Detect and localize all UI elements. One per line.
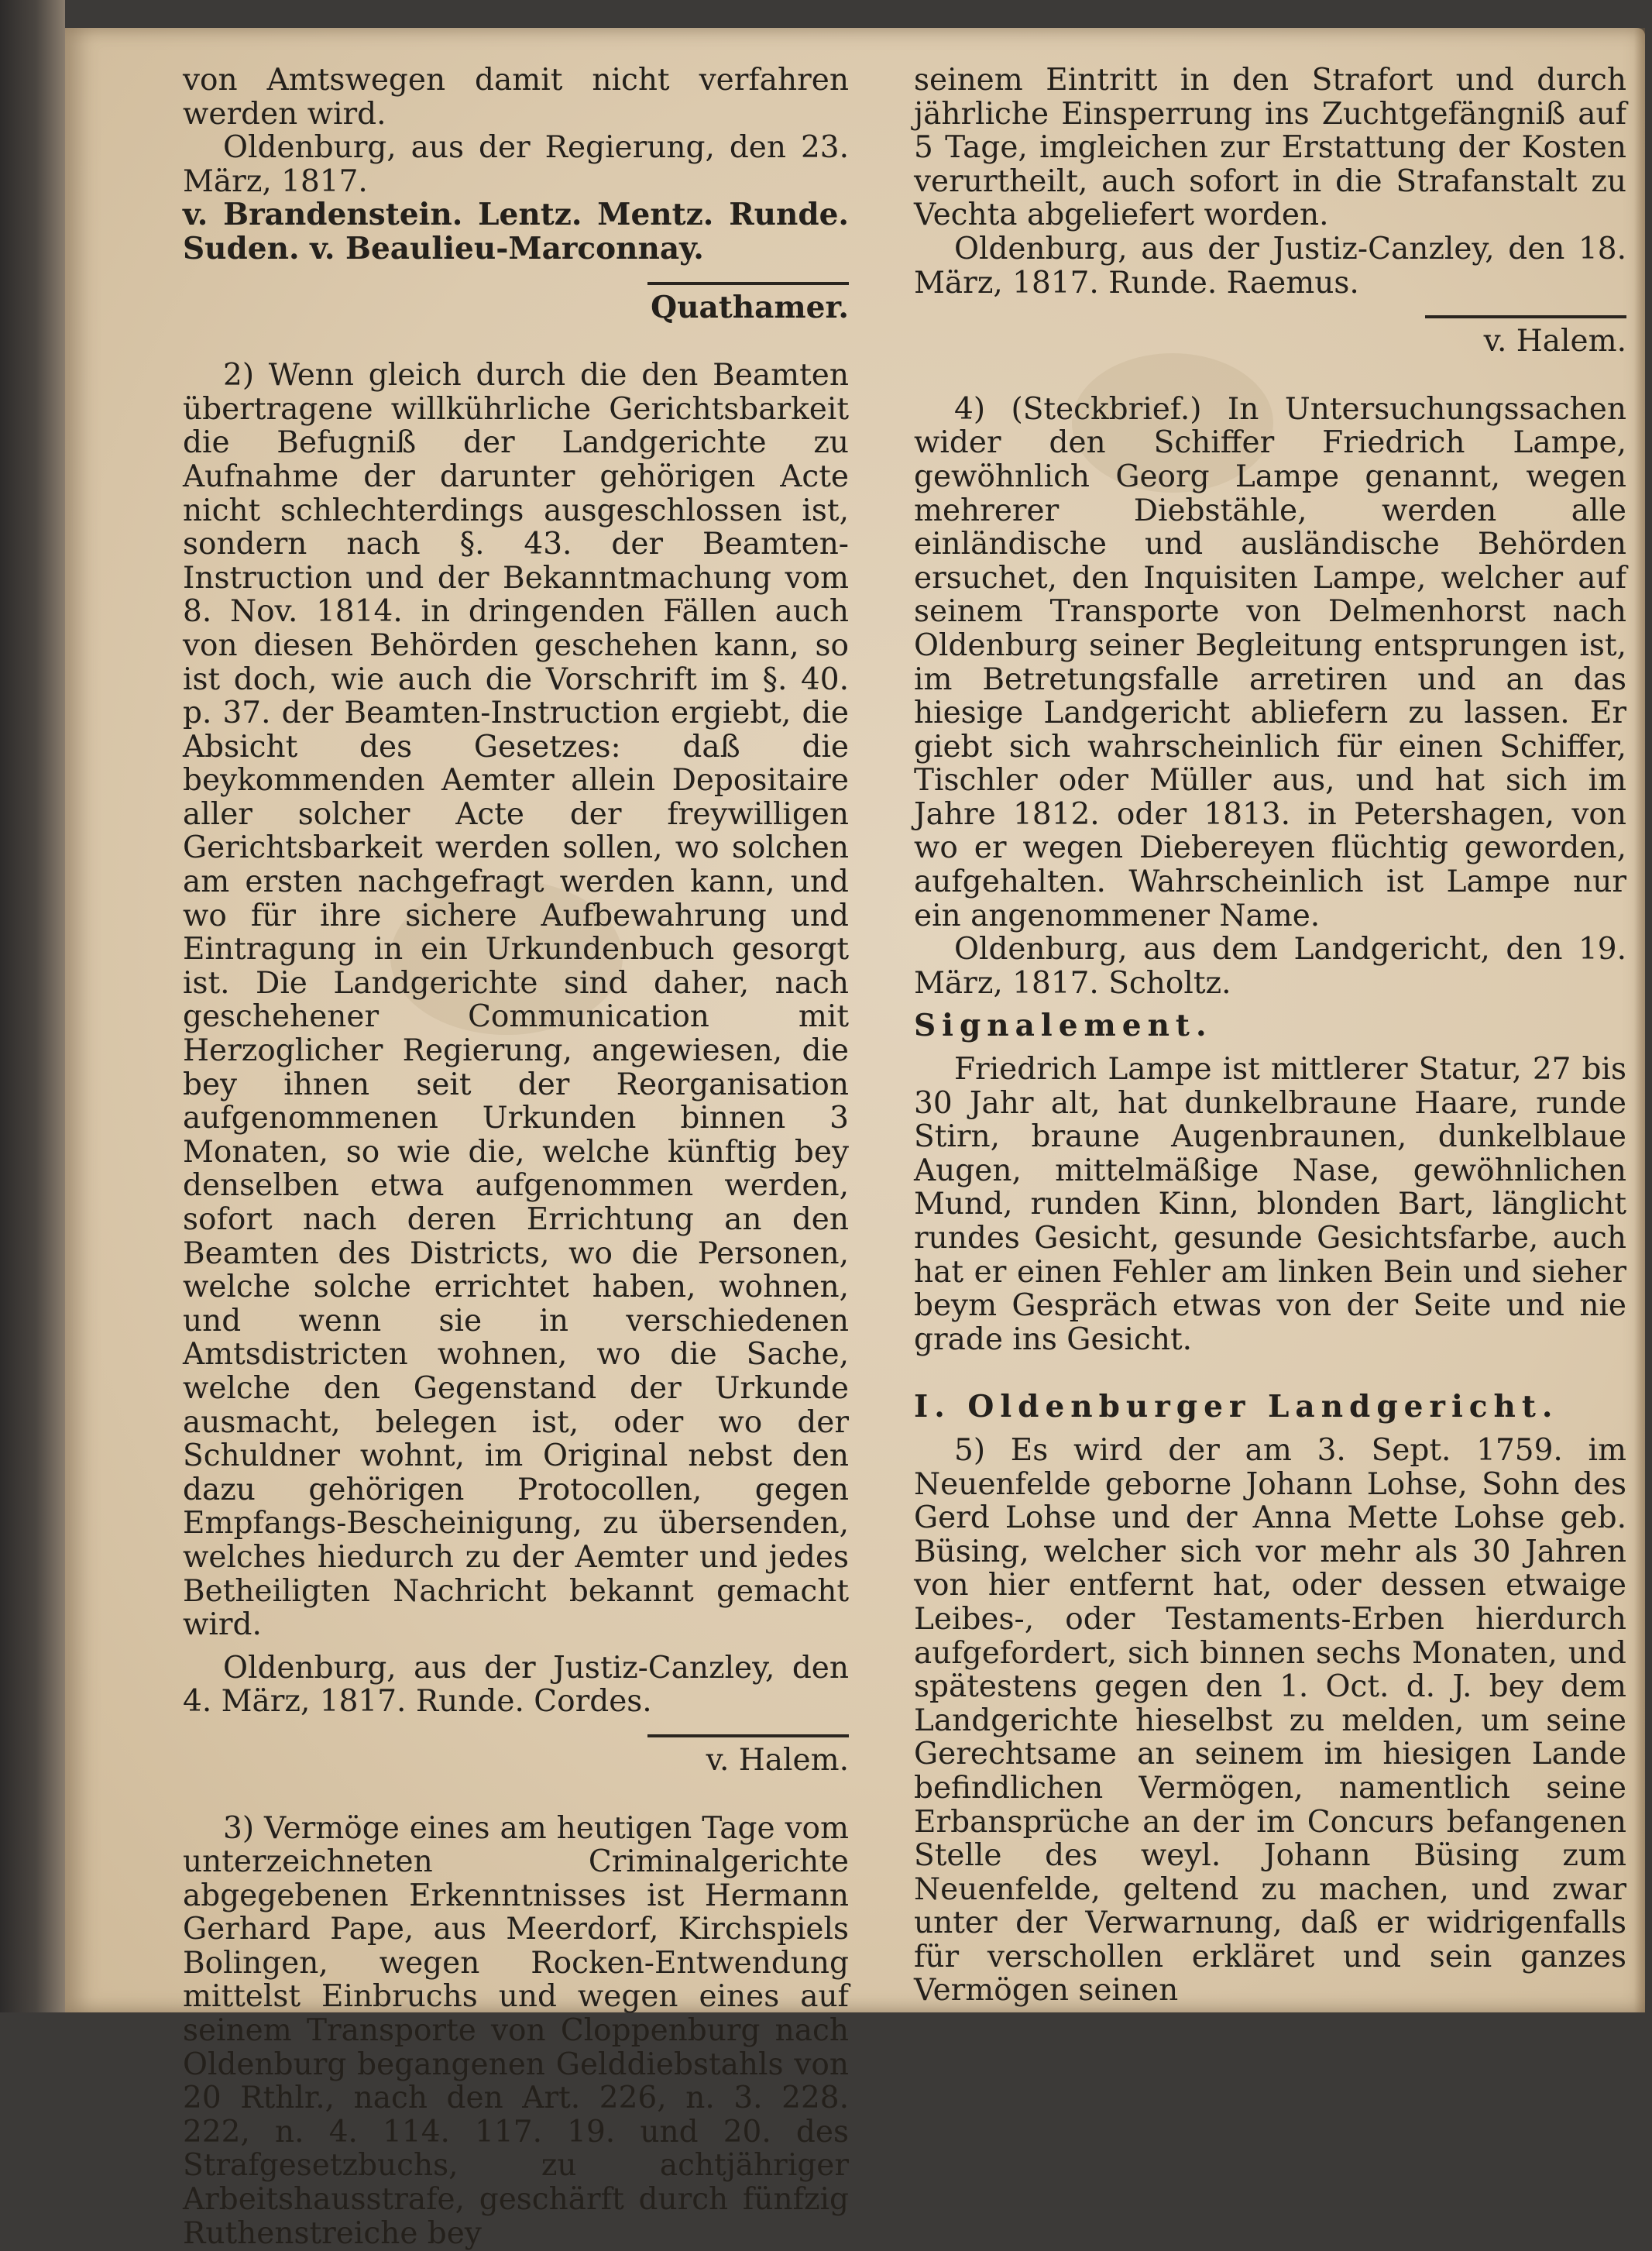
signalement-heading: Signalement.: [914, 1008, 1213, 1044]
para4-place-date: Oldenburg, aus dem Landgericht, den 19. März, 1817. Scholtz.: [914, 932, 1626, 1001]
para1-signer: Quathamer.: [651, 289, 849, 325]
book-spine: [0, 0, 65, 2012]
left-column: [183, 64, 849, 2250]
para5-text: 5) Es wird der am 3. Sept. 1759. im Neuenfelde geborne Johann Lohse, Sohn des Gerd Lohse und der Anna Mette Lohse geb. Büsing, welcher sich vor mehr als 30 Jahren von hier entfernt hat, oder dessen etwaige Leibes-, oder Testaments-Erben hierdurch aufgefordert, sich binnen sechs Monaten, und spätestens gegen den 1. Oct. d. J. bey dem Landgerichte hieselbst zu melden, um seine Gerechtsame an seinem im hiesigen Lande befindlichen Vermögen, namentlich seine Erbansprüche an der im Concurs befangenen Stelle des weyl. Johann Büsing zum Neuenfelde, geltend zu machen, und zwar unter der Verwarnung, daß er widrigenfalls für verschollen erkläret und sein ganzes Vermögen seinen: [914, 1432, 1626, 2009]
para2-text: 2) Wenn gleich durch die den Beamten übertragene willkührliche Gerichtsbarkeit die Befugniß der Landgerichte zu Aufnahme der darunter gehörigen Acte nicht schlechterdings ausgeschlossen ist, sondern nach §. 43. der Beamten-Instruction und der Bekanntmachung vom 8. Nov. 1814. in dringenden Fällen auch von diesen Behörden geschehen kann, so ist doch, wie auch die Vorschrift im §. 40. p. 37. der Beamten-Instruction ergiebt, die Absicht des Gesetzes: daß die beykommenden Aemter allein Depositaire aller solcher Acte der freywilligen Gerichtsbarkeit werden sollen, wo solchen am ersten nachgefragt werden kann, und wo für ihre sichere Aufbewahrung und Eintragung in ein Urkundenbuch gesorgt ist. Die Landgerichte sind daher, nach geschehener Communication mit Herzoglicher Regierung, angewiesen, die bey ihnen seit der Reorganisation aufgenommenen Urkunden binnen 3 Monaten, so wie die, welche künftig bey denselben etwa aufgenommen werden, sofort nach deren Errichtung an den Beamten des Districts, wo die Personen, welche solche errichtet haben, wohnen, und wenn sie in verschiedenen Amtsdistricten wohnen, wo die Sache, welche den Gegenstand der Urkunde ausmacht, belegen ist, oder wo der Schuldner wohnt, im Original nebst den dazu gehörigen Protocollen, gegen Empfangs-Bescheinigung, zu übersenden, welches hiedurch zu der Aemter und jedes Betheiligten Nachricht bekannt gemacht wird.: [183, 358, 849, 1643]
right-column: [914, 64, 1626, 2008]
para1-signatures: v. Brandenstein. Lentz. Mentz. Runde. Suden. v. Beaulieu-Marconnay.: [183, 197, 849, 266]
para1-place-date: Oldenburg, aus der Regierung, den 23. März, 1817.: [183, 130, 849, 199]
para4-text: 4) (Steckbrief.) In Untersuchungssachen wider den Schiffer Friedrich Lampe, gewöhnlich Georg Lampe genannt, wegen mehrerer Diebstähle, werden alle einländische und ausländische Behörden ersuchet, den Inquisiten Lampe, welcher auf seinem Transporte von Delmenhorst nach Oldenburg seiner Begleitung entsprungen ist, im Betretungsfalle arretiren und an das hiesige Landgericht abliefern zu lassen. Er giebt sich wahrscheinlich für einen Schiffer, Tischler oder Müller aus, und hat sich im Jahre 1812. oder 1813. in Petershagen, von wo er wegen Diebereyen flüchtig geworden, aufgehalten. Wahrscheinlich ist Lampe nur ein angenommener Name.: [914, 391, 1626, 933]
signalement-text: Friedrich Lampe ist mittlerer Statur, 27 bis 30 Jahr alt, hat dunkelbraune Haare, runde Stirn, braune Augenbraunen, dunkelblaue Augen, mittelmäßige Nase, gewöhnlichen Mund, runden Kinn, blonden Bart, länglicht rundes Gesicht, gesunde Gesichtsfarbe, auch hat er einen Fehler am linken Bein und sieher beym Gespräch etwas von der Seite und nie grade ins Gesicht.: [914, 1052, 1626, 1357]
para3-continuation: seinem Eintritt in den Strafort und durch jährliche Einsperrung ins Zuchtgefängniß auf 5 Tage, imgleichen zur Erstattung der Kosten verurtheilt, auch sofort in die Strafanstalt zu Vechta abgeliefert worden.: [914, 63, 1626, 233]
para2-place-date: Oldenburg, aus der Justiz-Canzley, den 4. März, 1817. Runde. Cordes.: [183, 1650, 849, 1720]
para3-place-date: Oldenburg, aus der Justiz-Canzley, den 18. März, 1817. Runde. Raemus.: [914, 231, 1626, 301]
section-heading: I. Oldenburger Landgericht.: [914, 1389, 1559, 1425]
para1-line: von Amtswegen damit nicht verfahren werden wird.: [183, 63, 849, 132]
page-edge-shadow: [1634, 28, 1645, 2012]
para3-text: 3) Vermöge eines am heutigen Tage vom unterzeichneten Criminalgerichte abgegebenen Erkenntnisses ist Hermann Gerhard Pape, aus Meerdorf, Kirchspiels Bolingen, wegen Rocken-Entwendung mittelst Einbruchs und wegen eines auf seinem Transporte von Cloppenburg nach Oldenburg begangenen Gelddiebstahls von 20 Rthlr., nach den Art. 226, n. 3. 228. 222, n. 4. 114. 117. 19. und 20. des Strafgesetzbuchs, zu achtjähriger Arbeitshausstrafe, geschärft durch fünfzig Ruthenstreiche bey: [183, 1810, 849, 2251]
section-rule: [647, 282, 849, 285]
para2-signer: v. Halem.: [706, 1742, 849, 1778]
section-rule: [1425, 315, 1626, 318]
section-rule: [647, 1734, 849, 1737]
para3-signer: v. Halem.: [1483, 324, 1626, 359]
